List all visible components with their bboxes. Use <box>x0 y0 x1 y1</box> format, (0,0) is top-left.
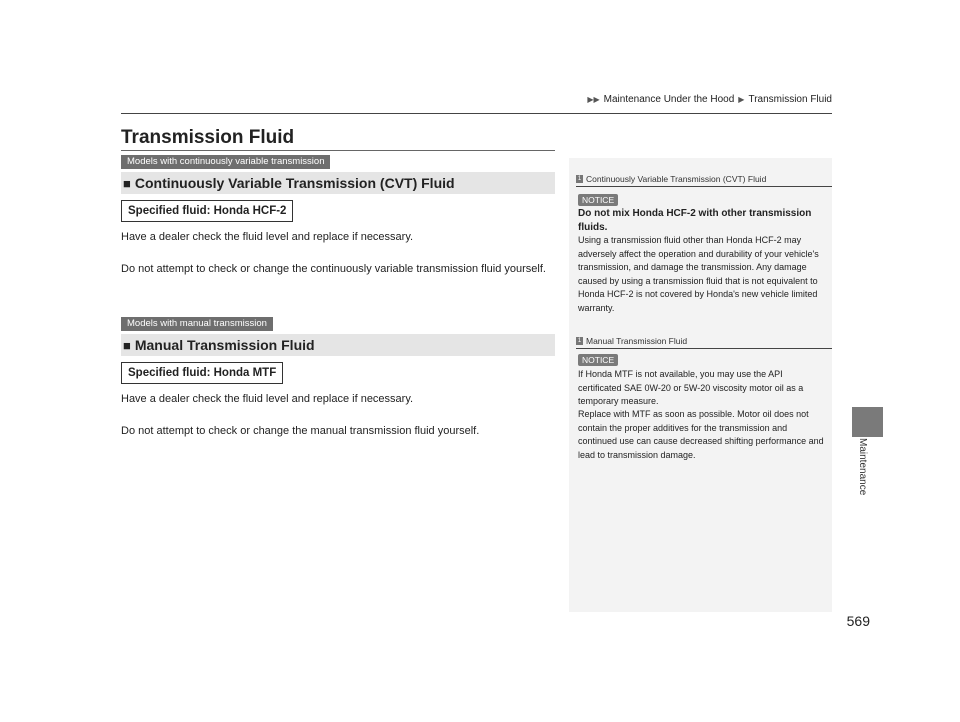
breadcrumb-arrow-icon: ▶▶ <box>587 95 600 104</box>
cvt-notice-badge: NOTICE <box>578 194 618 206</box>
manual-heading-text: Manual Transmission Fluid <box>134 337 315 353</box>
chapter-tab[interactable] <box>852 407 883 437</box>
breadcrumb-current: Transmission Fluid <box>748 94 832 105</box>
manual-spec-box: Specified fluid: Honda MTF <box>121 362 283 384</box>
cvt-note-heading <box>576 174 832 184</box>
cvt-spec-box: Specified fluid: Honda HCF-2 <box>121 200 293 222</box>
header-divider <box>121 113 832 114</box>
chapter-label: Maintenance <box>857 438 868 496</box>
page-number: 569 <box>846 613 870 629</box>
manual-note-divider <box>576 348 832 349</box>
page-title: Transmission Fluid <box>121 127 295 148</box>
manual-notice-badge: NOTICE <box>578 354 618 366</box>
note-marker-icon: 1 <box>577 176 582 182</box>
manual-note-heading <box>576 336 832 346</box>
square-bullet-icon: ■ <box>123 175 131 191</box>
manual-note-body-2: Replace with MTF as soon as possible. Motor oil does not contain the proper additives for the transmission and continued use can cause decreased shifting performance and lead to transmission damage. <box>578 409 824 460</box>
manual-para-2: Do not attempt to check or change the manual transmission fluid yourself. <box>121 425 480 437</box>
manual-section-heading <box>121 334 555 356</box>
cvt-section-heading <box>121 172 555 194</box>
cvt-para-1: Have a dealer check the fluid level and replace if necessary. <box>121 231 414 243</box>
cvt-model-tag: Models with continuously variable transmission <box>121 155 330 169</box>
cvt-note-title: Continuously Variable Transmission (CVT) Fluid <box>586 174 767 184</box>
breadcrumb-arrow-icon: ▶ <box>738 95 745 104</box>
cvt-note-divider <box>576 186 832 187</box>
title-divider <box>121 150 555 151</box>
manual-note-title: Manual Transmission Fluid <box>586 336 688 346</box>
breadcrumb-parent[interactable]: Maintenance Under the Hood <box>603 94 735 105</box>
note-marker-icon: 1 <box>577 338 582 344</box>
cvt-note-warning: Do not mix Honda HCF-2 with other transmission fluids. <box>578 208 812 233</box>
manual-model-tag: Models with manual transmission <box>121 317 273 331</box>
cvt-heading-text: Continuously Variable Transmission (CVT) Fluid <box>134 175 455 191</box>
manual-para-1: Have a dealer check the fluid level and replace if necessary. <box>121 393 414 405</box>
cvt-note-body: Using a transmission fluid other than Honda HCF-2 may adversely affect the operation and durability of your vehicle's transmission, and damage the transmission. Any damage caused by using a transmission fluid that is not equivalent to Honda HCF-2 is not covered by Honda's new vehicle limited warranty. <box>578 235 819 313</box>
cvt-para-2: Do not attempt to check or change the continuously variable transmission fluid yourself. <box>121 263 546 275</box>
square-bullet-icon: ■ <box>123 337 131 353</box>
breadcrumb <box>587 94 832 105</box>
cvt-note-bold <box>578 207 828 234</box>
manual-note-body-1: If Honda MTF is not available, you may use the API certificated SAE 0W-20 or 5W-20 viscosity motor oil as a temporary measure. <box>578 369 804 406</box>
